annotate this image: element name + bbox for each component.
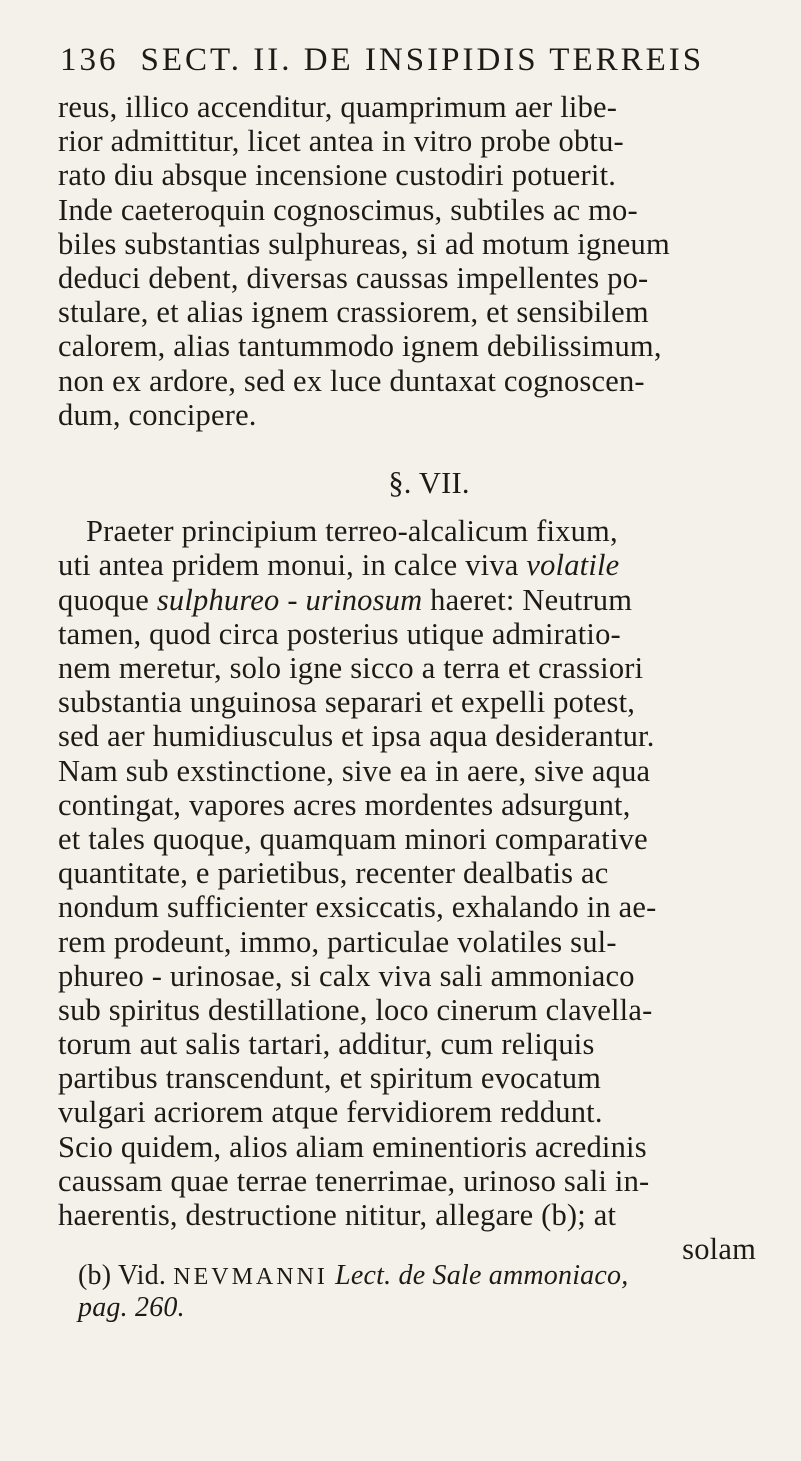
main-text bbox=[58, 90, 780, 1266]
text-line: nem meretur, solo igne sicco a terra et crassiori bbox=[58, 651, 644, 685]
text-line: vulgari acriorem atque fervidiorem reddunt. bbox=[58, 1095, 603, 1130]
text-line: non ex ardore, sed ex luce duntaxat cognoscen- bbox=[58, 363, 645, 398]
text-line: calorem, alias tantummodo ignem debilissimum, bbox=[58, 329, 662, 364]
text-line: reus, illico accenditur, quamprimum aer libe- bbox=[58, 90, 618, 124]
footnote-mark: (b) Vid. bbox=[78, 1260, 167, 1291]
running-header bbox=[60, 42, 760, 79]
text-line: torum aut salis tartari, additur, cum reliquis bbox=[58, 1027, 595, 1062]
text-line: sub spiritus destillatione, loco cinerum clavella- bbox=[58, 992, 653, 1027]
text-line: rem prodeunt, immo, particulae volatiles sul- bbox=[58, 924, 617, 959]
text-line bbox=[58, 548, 780, 582]
text-line: rato diu absque incensione custodiri potuerit. bbox=[58, 158, 617, 193]
text-line: contingat, vapores acres mordentes adsurgunt, bbox=[58, 787, 631, 822]
spacer bbox=[58, 500, 780, 514]
text-line: rior admittitur, licet antea in vitro probe obtu- bbox=[58, 124, 624, 159]
text-line: dum, concipere. bbox=[58, 397, 257, 432]
text-line: Nam sub exstinctione, sive ea in aere, sive aqua bbox=[58, 753, 651, 788]
footnote-work: Lect. de Sale ammoniaco, bbox=[335, 1260, 629, 1291]
text-line: sed aer humidiusculus et ipsa aqua desiderantur. bbox=[58, 719, 655, 754]
running-title: SECT. II. DE INSIPIDIS TERREIS bbox=[140, 42, 705, 78]
text-span: uti antea pridem monui, in calce viva bbox=[58, 548, 519, 583]
text-line: stulare, et alias ignem crassiorem, et sensibilem bbox=[58, 295, 649, 330]
text-line bbox=[58, 583, 780, 617]
text-line: et tales quoque, quamquam minori comparative bbox=[58, 821, 648, 856]
text-line: haerentis, destructione nititur, allegare (b); at bbox=[58, 1198, 617, 1232]
text-line: deduci debent, diversas caussas impellentes po- bbox=[58, 260, 649, 295]
text-line: biles substantias sulphureas, si ad motum igneum bbox=[58, 226, 670, 261]
text-span: haeret: Neutrum bbox=[430, 582, 633, 617]
text-line: Praeter principium terreo-alcalicum fixum, bbox=[86, 514, 618, 549]
footnote-page: pag. 260. bbox=[78, 1292, 185, 1323]
footnote-author: NEVMANNI bbox=[173, 1264, 328, 1290]
catchword: solam bbox=[682, 1232, 756, 1267]
text-line: quantitate, e parietibus, recenter dealbatis ac bbox=[58, 856, 609, 891]
spacer bbox=[58, 432, 780, 466]
text-line: substantia unguinosa separari et expelli potest, bbox=[58, 685, 636, 720]
italic-term: volatile bbox=[526, 548, 620, 583]
italic-term: sulphureo - urinosum bbox=[156, 582, 423, 617]
text-line: tamen, quod circa posterius utique admiratio- bbox=[58, 616, 621, 651]
text-line: Inde caeteroquin cognoscimus, subtiles ac mo- bbox=[58, 192, 638, 227]
page-number: 136 bbox=[60, 42, 119, 78]
footnote bbox=[58, 1260, 780, 1324]
text-line: caussam quae terrae tenerrimae, urinoso sali in- bbox=[58, 1163, 650, 1198]
footnote-line bbox=[58, 1292, 780, 1324]
section-heading: §. VII. bbox=[388, 466, 470, 501]
text-line: Scio quidem, alios aliam eminentioris acredinis bbox=[58, 1129, 647, 1164]
text-line: partibus transcendunt, et spiritum evocatum bbox=[58, 1061, 602, 1096]
text-span: quoque bbox=[58, 582, 149, 617]
text-line: phureo - urinosae, si calx viva sali ammoniaco bbox=[58, 958, 635, 993]
text-line: nondum sufficienter exsiccatis, exhalando in ae- bbox=[58, 890, 657, 925]
footnote-line bbox=[58, 1260, 780, 1292]
